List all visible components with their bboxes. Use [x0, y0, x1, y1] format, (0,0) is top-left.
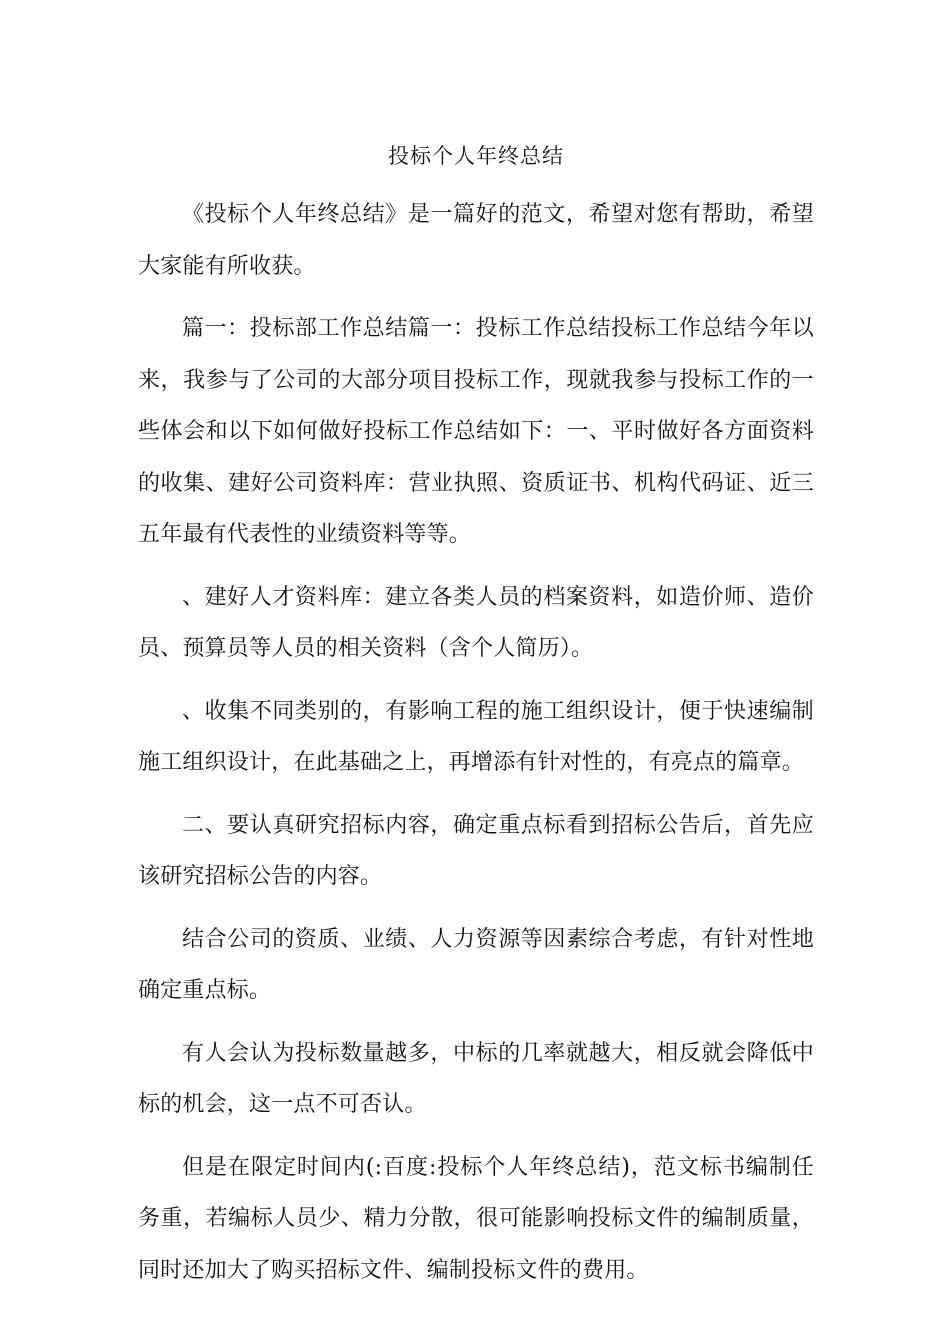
paragraph-construction-design: 、收集不同类别的，有影响工程的施工组织设计，便于快速编制施工组织设计，在此基础之上，再增添有针对性的，有亮点的篇章。	[138, 698, 814, 775]
paragraph-key-bid: 结合公司的资质、业绩、人力资源等因素综合考虑，有针对性地确定重点标。	[138, 926, 814, 1003]
paragraph-talent-library: 、建好人才资料库：建立各类人员的档案资料，如造价师、造价员、预算员等人员的相关资料（含个人简历）。	[138, 584, 814, 661]
document-body	[138, 140, 814, 1307]
paragraph-bid-quantity: 有人会认为投标数量越多，中标的几率就越大，相反就会降低中标的机会，这一点不可否认。	[138, 1040, 814, 1117]
paragraph-time-limit: 但是在限定时间内(:百度:投标个人年终总结)，范文标书编制任务重，若编标人员少、精力分散，很可能影响投标文件的编制质量，同时还加大了购买招标文件、编制投标文件的费用。	[138, 1154, 814, 1283]
paragraph-intro: 《投标个人年终总结》是一篇好的范文，希望对您有帮助，希望大家能有所收获。	[138, 202, 814, 279]
document-title: 投标个人年终总结	[388, 144, 564, 168]
paragraph-part-one: 篇一：投标部工作总结篇一：投标工作总结投标工作总结今年以来，我参与了公司的大部分项目投标工作，现就我参与投标工作的一些体会和以下如何做好投标工作总结如下：一、平时做好各方面资料的收集、建好公司资料库：营业执照、资质证书、机构代码证、近三五年最有代表性的业绩资料等等。	[138, 316, 814, 547]
paragraph-study-tender: 二、要认真研究招标内容，确定重点标看到招标公告后，首先应该研究招标公告的内容。	[138, 812, 814, 889]
